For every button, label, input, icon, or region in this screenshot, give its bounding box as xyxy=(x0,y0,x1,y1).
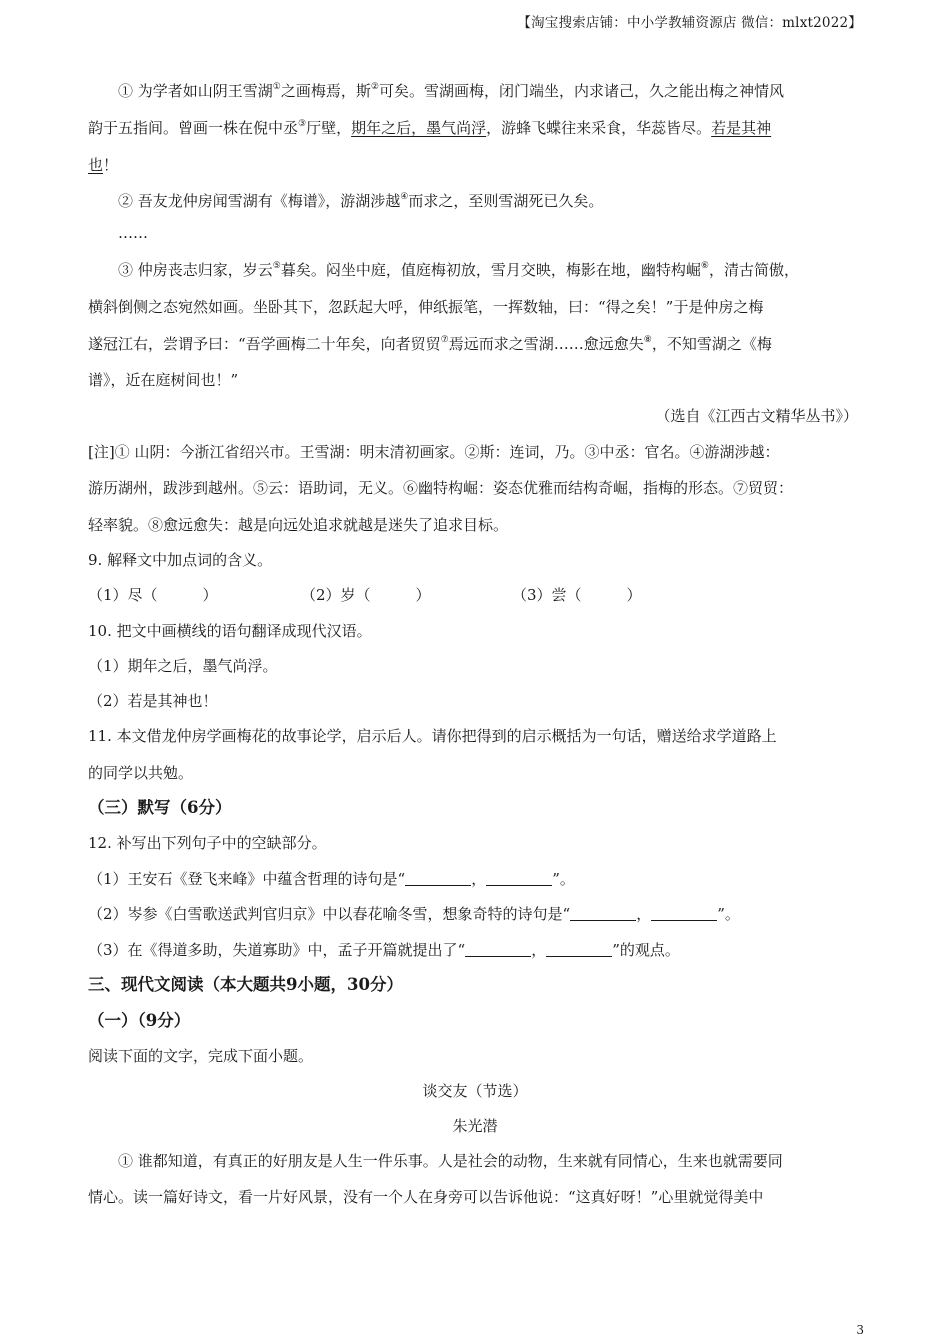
passage-para3-line4: 谱》，近在庭树间也！” xyxy=(88,371,239,389)
question-9-item1: （1）尽（ ） xyxy=(88,586,218,604)
passage-ellipsis: …… xyxy=(118,224,148,242)
notes-line2: 游历湖州，跋涉到越州。⑤云：语助词，无义。⑥幽特构崛：姿态优雅而结构奇崛，指梅的形态。⑦贸贸： xyxy=(88,479,794,497)
passage-para1-line1: ① 为学者如山阴王雪湖①之画梅焉，斯②可矣。雪湖画梅，闭门端坐，内求诸己，久之能出梅之神情风 xyxy=(118,82,784,100)
question-12-item3: （3）在《得道多助，失道寡助》中，孟子开篇就提出了“ ， ”的观点。 xyxy=(88,941,680,959)
passage-para1-line2: 韵于五指间。曾画一株在倪中丞③厅壁，期年之后，墨气尚浮，游蜂飞蝶往来采食，华蕊皆尽。若是其神 xyxy=(88,119,772,137)
question-9-stem: 9. 解释文中加点词的含义。 xyxy=(88,551,273,569)
passage-para3-line2: 横斜倒侧之态宛然如画。坐卧其下，忽跃起大呼，伸纸振笔，一挥数轴，曰：“得之矣！”于是仲房之梅 xyxy=(88,298,764,316)
passage-para1-line3: 也！ xyxy=(88,156,119,174)
notes-line3: 轻率貌。⑧愈远愈失：越是向远处追求就越是迷失了追求目标。 xyxy=(88,516,509,534)
question-12-item2: （2）岑参《白雪歌送武判官归京》中以春花喻冬雪，想象奇特的诗句是“ ， ”。 xyxy=(88,905,740,923)
part-3-title: 三、现代文阅读（本大题共9小题，30分） xyxy=(88,975,403,994)
answer-blank xyxy=(570,906,636,921)
question-12-item1: （1）王安石《登飞来峰》中蕴含哲理的诗句是“ ， ”。 xyxy=(88,870,575,888)
source-citation: （选自《江西古文精华丛书》） xyxy=(655,407,858,425)
page-number: 3 xyxy=(856,1323,864,1337)
question-10-item2: （2）若是其神也！ xyxy=(88,692,218,710)
passage-para3-line3: 遂冠江右，尝谓予曰：“吾学画梅二十年矣，向者贸贸⑦焉远而求之雪湖……愈远愈失⑧，不知雪湖之《梅 xyxy=(88,335,772,353)
subsection-1-title: （一）（9分） xyxy=(88,1011,191,1030)
underlined-sentence-2: 若是其神 xyxy=(711,119,772,137)
reading-instruction: 阅读下面的文字，完成下面小题。 xyxy=(88,1047,314,1065)
section-dictation-title: （三）默写（6分） xyxy=(88,798,232,817)
question-9-item2: （2）岁（ ） xyxy=(301,586,431,604)
passage-para2: ② 吾友龙仲房闻雪湖有《梅谱》，游湖涉越④而求之，至则雪湖死已久矣。 xyxy=(118,192,604,210)
question-10-item1: （1）期年之后，墨气尚浮。 xyxy=(88,657,278,675)
question-11-line1: 11. 本文借龙仲房学画梅花的故事论学，启示后人。请你把得到的启示概括为一句话，赠送给求学道路上 xyxy=(88,727,777,745)
article-para1-line2: 情心。读一篇好诗文，看一片好风景，没有一个人在身旁可以告诉他说：“这真好呀！”心里就觉得美中 xyxy=(88,1188,764,1206)
answer-blank xyxy=(486,871,552,886)
notes-line1: [注]① 山阴：今浙江省绍兴市。王雪湖：明末清初画家。②斯：连词，乃。③中丞：官名。④游湖涉越： xyxy=(88,443,780,461)
answer-blank xyxy=(651,906,717,921)
question-9-item3: （3）尝（ ） xyxy=(512,586,642,604)
underlined-sentence-1: 期年之后，墨气尚浮 xyxy=(351,119,487,137)
question-10-stem: 10. 把文中画横线的语句翻译成现代汉语。 xyxy=(88,622,372,640)
article-title: 谈交友（节选） xyxy=(422,1082,528,1100)
page-header: 【淘宝搜索店铺：中小学教辅资源店 微信：mlxt2022】 xyxy=(517,15,862,31)
answer-blank xyxy=(465,942,531,957)
question-12-stem: 12. 补写出下列句子中的空缺部分。 xyxy=(88,834,327,852)
answer-blank xyxy=(546,942,612,957)
article-author: 朱光潜 xyxy=(452,1117,498,1135)
answer-blank xyxy=(405,871,471,886)
question-11-line2: 的同学以共勉。 xyxy=(88,764,194,782)
passage-para3-line1: ③ 仲房丧志归家，岁云⑤暮矣。闷坐中庭，值庭梅初放，雪月交映，梅影在地，幽特构崛⑥，清古简傲， xyxy=(118,261,799,279)
article-para1-line1: ① 谁都知道，有真正的好朋友是人生一件乐事。人是社会的动物，生来就有同情心，生来也就需要同 xyxy=(118,1152,783,1170)
